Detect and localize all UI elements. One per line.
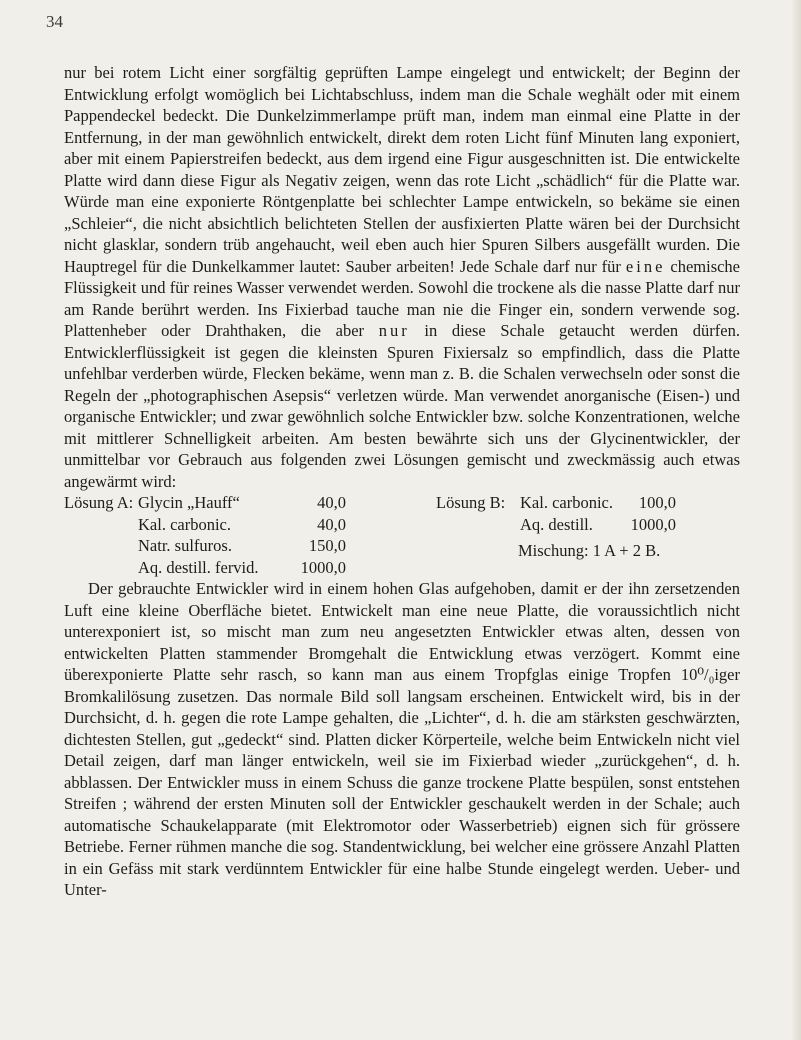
recipe-row — [436, 492, 676, 514]
recipe-ingredient: Natr. sulfuros. — [138, 536, 232, 555]
recipe-ingredient: Aq. destill. fervid. — [138, 557, 259, 577]
recipe-quantity: 40,0 — [317, 514, 346, 534]
recipe-label: Lösung A: — [64, 493, 134, 512]
paragraph-darkroom-text-2: chemische Flüssigkeit und für reines Wasser verwendet werden. Sowohl die trockene als die nasse Platte darf nur am Rande berührt werden. Ins Fixierbad tauche man nie die Finger ein, sondern verwende sog. Plattenheber oder Drahthaken, die aber — [64, 256, 741, 340]
paragraph-darkroom — [64, 62, 740, 492]
paragraph-darkroom-text-1: nur bei rotem Licht einer sorgfältig geprüften Lampe eingelegt und entwickelt; der Beginn der Entwicklung erfolgt womöglich bei Lichtabschluss, indem man die Schale weghält oder mit einem Pappendeckel bedeckt. Die Dunkelzimmerlampe prüft man, indem man einmal eine Platte in der Entfernung, in der man gewöhnlich entwickelt, direkt dem roten Licht fünf Minuten lang exponiert, aber mit einem Papierstreifen bedeckt, aus dem irgend eine Figur ausgeschnitten ist. Die entwickelte Platte wird dann diese Figur als Negativ zeigen, wenn das rote Licht „schädlich“ für die Platte war. Würde man eine exponierte Röntgenplatte bei schlechter Lampe entwickeln, so bekäme sie einen „Schleier“, die nicht absichtlich belichteten Stellen der ausfixierten Platte wären bei der Durchsicht nicht glasklar, sondern trüb angehaucht, weil eben auch hier Spuren Silbers ausgefällt wurden. Die Hauptregel für die Dunkelkammer lautet: Sauber arbeiten! Jede Schale darf nur für — [64, 63, 740, 276]
recipe-ingredient: Kal. carbonic. — [520, 493, 613, 512]
recipe-label-spacer — [64, 557, 138, 579]
paragraph-developer-use: Der gebrauchte Entwickler wird in einem hohen Glas aufgehoben, damit er der ihn zersetzenden Luft eine kleine Oberfläche bietet. Entwickelt man eine neue Platte, die voraussichtlich nicht unterexponiert ist, so mischt man zum neu angesetzten Entwickler etwas alten, dessen von entwickelten Platten stammender Bromgehalt die Entwicklung etwas verzögert. Kommt eine überexponierte Platte sehr rasch, so kann man aus einem Tropfglas einige Tropfen 10⁰/₀iger Bromkalilösung zusetzen. Das normale Bild soll langsam erscheinen. Entwickelt wird, bis in der Durchsicht, d. h. gegen die rote Lampe gehalten, die „Lichter“, d. h. die am stärksten geschwärzten, dichtesten Stellen, gut „gedeckt“ sind. Platten dicker Körperteile, welche beim Entwickeln nicht viel Detail zeigen, darf man länger entwickeln, weil sie im Fixierbad wieder „zurückgehen“, d. h. abblassen. Der Entwickler muss in einem Schuss die ganze trockene Platte bespülen, sonst entstehen Streifen ; während der ersten Minuten soll der Entwickler geschaukelt werden in der Schale; auch automatische Schaukelapparate (mit Elektromotor oder Wasserbetrieb) eignen sich für grössere Betriebe. Ferner rühmen manche die sog. Standentwicklung, bei welcher eine grössere Anzahl Platten in ein Gefäss mit stark verdünntem Entwickler für eine halbe Stunde eingelegt werden. Ueber- und Unter- — [64, 579, 740, 899]
recipe-ingredient: Aq. destill. — [520, 514, 593, 534]
recipe-quantity: 1000,0 — [630, 514, 676, 534]
recipe-quantity: 1000,0 — [300, 557, 346, 577]
recipe-row — [64, 535, 346, 557]
recipe-row — [64, 492, 346, 514]
emphasis-eine: eine — [625, 256, 666, 276]
recipe-label-spacer — [64, 535, 138, 557]
page-edge-shadow — [791, 0, 801, 1040]
recipe-ingredient: Glycin „Hauff“ — [138, 493, 240, 512]
body-text — [64, 62, 740, 901]
recipe-quantity: 40,0 — [317, 493, 346, 512]
recipe-solution-b — [436, 492, 676, 535]
recipe-label: Lösung B: — [436, 493, 506, 512]
mixing-ratio: Mischung: 1 A + 2 B. — [518, 541, 661, 560]
recipe-row — [64, 514, 346, 536]
recipe-solution-a — [64, 492, 346, 578]
paragraph-darkroom-text-3: in diese Schale getaucht werden dürfen. Entwicklerflüssigkeit ist gegen die kleinsten Spuren Fixiersalz so empfindlich, dass die Platte unfehlbar verderben würde, Flecken bekäme, wenn man z. B. die Schalen verwechseln oder sonst die Regeln der „photographischen Asepsis“ verletzen würde. Man verwendet anorganische (Eisen-) und organische Entwickler; und zwar gewöhnlich solche Entwickler bzw. solche Konzentrationen, welche mit mittlerer Schnelligkeit arbeiten. Am besten bewährte sich uns der Glycinentwickler, der unmittelbar vor Gebrauch aus folgenden zwei Lösungen gemischt und zweckmässig auch etwas angewärmt wird: — [64, 321, 740, 491]
emphasis-nur: nur — [378, 321, 410, 340]
recipe-label-spacer — [436, 514, 520, 536]
recipe-ingredient: Kal. carbonic. — [138, 514, 231, 534]
recipe-label-spacer — [64, 514, 138, 536]
recipe-quantity: 150,0 — [308, 536, 346, 555]
recipe-row — [436, 514, 676, 536]
developer-recipes — [64, 492, 740, 578]
recipe-quantity: 100,0 — [638, 493, 676, 512]
page-number: 34 — [46, 12, 63, 31]
recipe-row — [64, 557, 346, 579]
